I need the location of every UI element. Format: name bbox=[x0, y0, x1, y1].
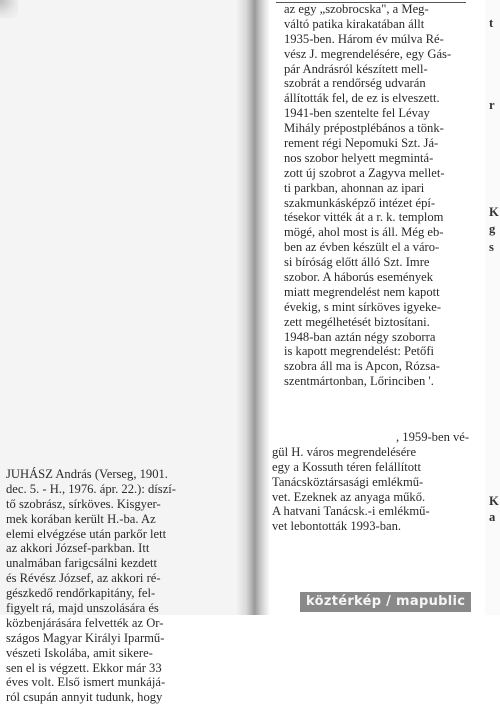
text-line: zott új szobrot a Zagyva mellet- bbox=[284, 165, 445, 180]
text-line: Tanácsköztársasági emlékmű- bbox=[272, 474, 424, 489]
edge-fragment: r bbox=[489, 98, 495, 112]
text-line: figyelt rá, majd unszolására és bbox=[6, 601, 159, 616]
text-line: sen el is végzett. Ekkor már 33 bbox=[6, 660, 162, 675]
text-line: mek korában került H.-ba. Az bbox=[6, 511, 156, 526]
text-line: éves volt. Első ismert munkájá- bbox=[6, 675, 166, 690]
text-line: váltó patika kirakatában állt bbox=[284, 16, 425, 31]
edge-fragment: a bbox=[489, 510, 496, 524]
text-line: szakmunkásképző intézet épí- bbox=[284, 195, 436, 210]
text-line: szágos Magyar Királyi Iparmű- bbox=[6, 630, 165, 645]
text-line: mögé, ahol most is áll. Még eb- bbox=[284, 225, 444, 240]
text-line: is kapott megrendelést: Petőfi bbox=[284, 344, 435, 359]
text-line: és Révész József, az akkori ré- bbox=[6, 571, 161, 586]
text-line: 1941-ben szentelte fel Lévay bbox=[284, 106, 430, 121]
right-column-main-text bbox=[284, 2, 484, 389]
text-line: nos szobor helyett megmintá- bbox=[284, 150, 434, 165]
text-line: gészkedő rendőrkapitány, fel- bbox=[6, 586, 156, 601]
text-line: vet. Ezeknek az anyaga műkő. bbox=[272, 489, 426, 504]
left-column-entry-text bbox=[6, 467, 232, 705]
book-gutter bbox=[236, 0, 270, 615]
edge-fragment: K bbox=[489, 205, 499, 219]
text-line: egy a Kossuth téren felállított bbox=[272, 459, 421, 474]
text-line: évekig, s mint sírköves igyeke- bbox=[284, 299, 442, 314]
text-line: pár Andrásról készített mell- bbox=[284, 61, 428, 76]
text-line: közbenjárására felvették az Or- bbox=[6, 615, 164, 630]
text-line: szobor. A háborús események bbox=[284, 270, 433, 285]
text-line: tésekor vitték át a r. k. templom bbox=[284, 210, 444, 225]
watermark: köztérkép / mapublic bbox=[300, 592, 471, 612]
text-line: A hatvani Tanácsk.-i emlékmű- bbox=[272, 504, 430, 519]
text-line: szobra áll ma is Apcon, Rózsa- bbox=[284, 359, 440, 374]
text-line: , 1959-ben vé- bbox=[396, 430, 470, 444]
text-line: szentmártonban, Lőrinciben '. bbox=[284, 374, 434, 389]
edge-fragment: t bbox=[489, 16, 494, 30]
text-line: elemi elvégzése után parkőr lett bbox=[6, 526, 167, 541]
edge-fragment: g bbox=[489, 222, 496, 236]
edge-fragment: K bbox=[489, 494, 499, 508]
text-line: ti parkban, ahonnan az ipari bbox=[284, 180, 425, 195]
text-line: ról csupán annyit tudunk, hogy bbox=[6, 690, 163, 705]
text-line: vész J. megrendelésére, egy Gás- bbox=[284, 46, 452, 61]
page-corner bbox=[0, 0, 18, 18]
text-line: miatt megrendelést nem kapott bbox=[284, 284, 440, 299]
text-line: állították fel, de ez is elveszett. bbox=[284, 91, 440, 106]
text-line: gül H. város megrendelésére bbox=[272, 444, 417, 459]
entry-heading-line: JUHÁSZ András (Verseg, 1901. bbox=[6, 467, 168, 481]
text-line: rement régi Nepomuki Szt. Já- bbox=[284, 136, 439, 151]
text-line: tő szobrász, sírköves. Kisgyer- bbox=[6, 496, 161, 511]
text-line: 1948-ban aztán négy szoborra bbox=[284, 329, 436, 344]
text-line: szobrát a rendőrség udvarán bbox=[284, 76, 426, 91]
text-line: zett megélhetését biztosítani. bbox=[284, 314, 430, 329]
text-line: 1935-ben. Három év múlva Ré- bbox=[284, 31, 444, 46]
text-line: Mihály prépostplébános a tönk- bbox=[284, 121, 444, 136]
text-line: vészeti Iskolába, amit sikere- bbox=[6, 645, 153, 660]
text-line: ben az évben készült el a váro- bbox=[284, 240, 440, 255]
right-column-lower-text bbox=[272, 430, 484, 534]
text-line: az akkori József-parkban. Itt bbox=[6, 541, 150, 556]
text-line: az egy „szobrocska", a Meg- bbox=[284, 2, 429, 16]
text-line: unalmában farigcsálni kezdett bbox=[6, 556, 158, 571]
text-line: vet lebontották 1993-ban. bbox=[272, 519, 402, 534]
text-line: dec. 5. - H., 1976. ápr. 22.): díszí- bbox=[6, 481, 176, 496]
text-line: si bíróság előtt álló Szt. Imre bbox=[284, 255, 430, 270]
edge-fragment: s bbox=[489, 240, 494, 254]
